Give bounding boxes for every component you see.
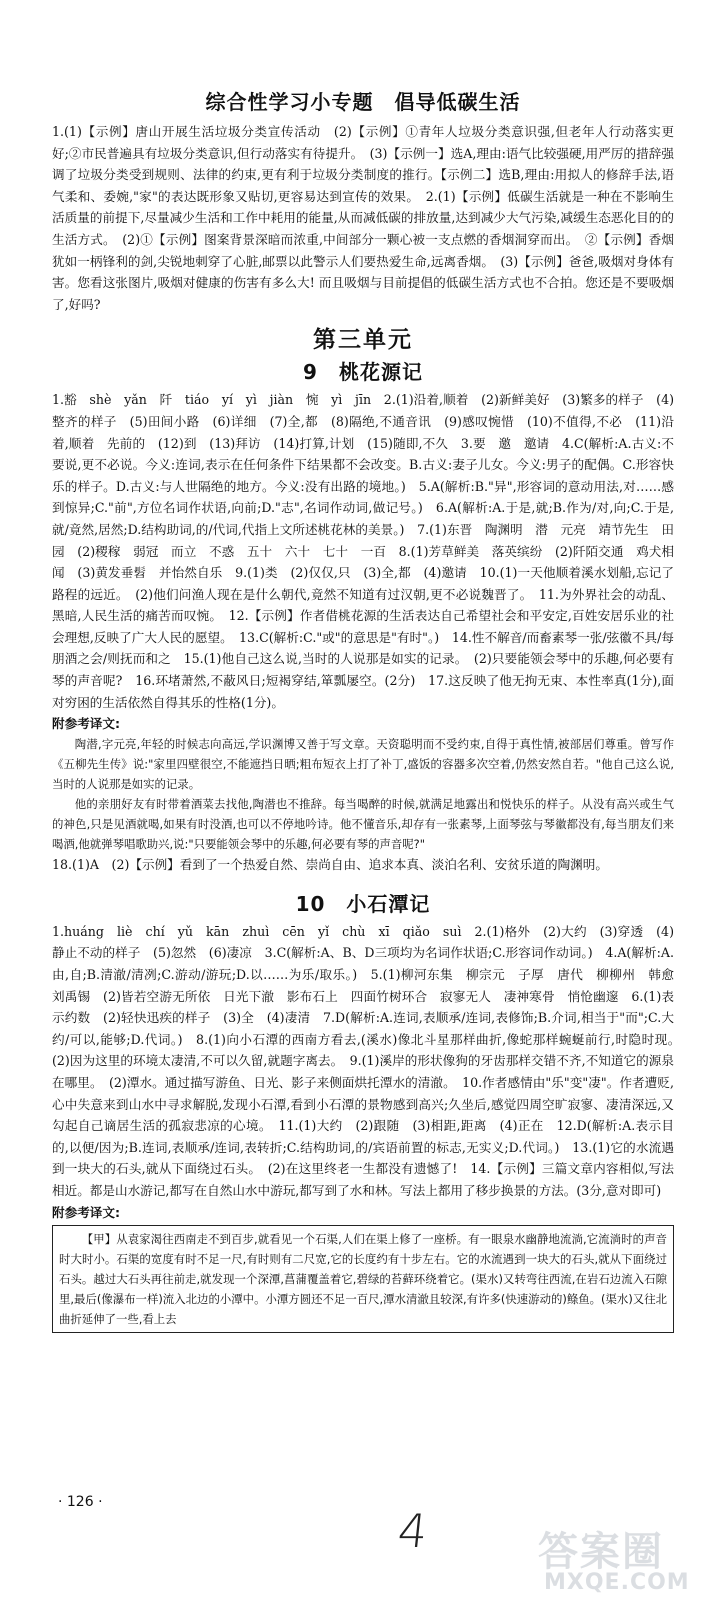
unit-title: 第三单元 bbox=[313, 327, 413, 354]
page-number: · 126 · bbox=[58, 1494, 103, 1510]
watermark-url-text: MXQE.COM bbox=[544, 1570, 690, 1595]
lesson-9-title: 9 桃花源记 bbox=[303, 360, 423, 385]
topic-answers: 1.(1)【示例】唐山开展生活垃圾分类宣传活动 (2)【示例】①青年人垃圾分类意识强,但老年人行动落实更好;②市民普遍具有垃圾分类意识,但行动落实有待提升。 (3)【示例一】选A,理由:语气比较强硬,用严厉的措辞强调了垃圾分类受到规则、法律的约束,更有利于垃圾分类制度的推行。【示例二】选B,理由:用拟人的修辞手法,语气柔和、委婉,"家"的表达既形象又贴切,更容易达到宣传的效果。 2.(1)【示例】低碳生活就是一种在不影响生活质量的前提下,尽量减少生活和工作中耗用的能量,从而减低碳的排放量,达到减少大气污染,减缓生态恶化目的的生活方式。 (2)①【示例】图案背景深暗而浓重,中间部分一颗心被一支点燃的香烟洞穿而出。 ②【示例】香烟犹如一柄锋利的剑,尖锐地刺穿了心脏,邮票以此警示人们要热爱生命,远离香烟。 (3)【示例】爸爸,吸烟对身体有害。您看这张图片,吸烟对健康的伤害有多么大! 而且吸烟与目前提倡的低碳生活方式也不合拍。您还是不要吸烟了,好吗? bbox=[52, 124, 674, 312]
watermark-logo-text: 答案圈 bbox=[538, 1529, 664, 1575]
lesson-10-title: 10 小石潭记 bbox=[295, 891, 431, 916]
lesson-10-translation-box bbox=[52, 1225, 674, 1333]
answer-page bbox=[52, 86, 687, 1333]
lesson-10-translation: 【甲】从袁家渴往西南走不到百步,就看见一个石渠,人们在渠上修了一座桥。有一眼泉水幽静地流淌,它流淌时的声音时大时小。石渠的宽度有时不足一尺,有时则有二尺宽,它的长度约有十步左右。它的水流遇到一块大的石头,就从下面绕过石头。越过大石头再往前走,就发现一个深潭,菖蒲覆盖着它,碧绿的苔藓环绕着它。(渠水)又转弯往西流,在岩石边流入石隙里,最后(像瀑布一样)流入北边的小潭中。小潭方圆还不足一百尺,潭水清澈且较深,有许多(快速游动的)鲦鱼。(渠水)又往北曲折延伸了一些,看上去 bbox=[59, 1231, 667, 1326]
lesson-9-tail: 18.(1)A (2)【示例】看到了一个热爱自然、崇尚自由、追求本真、淡泊名利、安贫乐道的陶渊明。 bbox=[52, 857, 608, 873]
lesson-10-ref-label: 附参考译文: bbox=[52, 1204, 121, 1220]
lesson-10-answers: 1.huáng liè chí yǔ kān zhuì cēn yǐ chù xī qiǎo suì 2.(1)格外 (2)大约 (3)穿透 (4)静止不动的样子 (5)忽然 (6)凄凉 3.C(解析:A、B、D三项均为名词作状语;C.形容词作动词。) 4.A(解析:A.由,自;B.清澈/清冽;C.游动/游玩;D.以……为乐/取乐。) 5.(1)柳河东集 柳宗元 子厚 唐代 柳柳州 韩愈 刘禹锡 (2)皆若空游无所依 日光下澈 影布石上 四面竹树环合 寂寥无人 凄神寒骨 悄怆幽邃 6.(1)表示约数 (2)轻快迅疾的样子 (3)全 (4)凄清 7.D(解析:A.连词,表顺承/连词,表修饰;B.介词,相当于"而";C.大约/可以,能够;D.代词。) 8.(1)向小石潭的西南方看去,(溪水)像北斗星那样曲折,像蛇那样蜿蜒前行,时隐时现。 (2)因为这里的环境太凄清,不可以久留,就题字离去。 9.(1)溪岸的形状像狗的牙齿那样交错不齐,不知道它的源泉在哪里。 (2)潭水。通过描写游鱼、日光、影子来侧面烘托潭水的清澈。 10.作者感情由"乐"变"凄"。作者遭贬,心中失意来到山水中寻求解脱,发现小石潭,看到小石潭的景物感到高兴;久坐后,感觉四周空旷寂寥、凄清深远,又勾起自己谪居生活的孤寂悲凉的心境。 11.(1)大约 (2)跟随 (3)相距,距离 (4)正在 12.D(解析:A.表示目的,以便/因为;B.连词,表顺承/连词,表转折;C.结构助词,的/宾语前置的标志,无实义;D.代词。) 13.(1)它的水流遇到一块大的石头,就从下面绕过石头。 (2)在这里终老一生都没有遗憾了! 14.【示例】三篇文章内容相似,写法相近。都是山水游记,都写在自然山水中游玩,都写到了水和林。写法上都用了移步换景的方法。(3分,意对即可) bbox=[52, 923, 687, 1198]
lesson-9-ref-label: 附参考译文: bbox=[52, 716, 121, 732]
handwritten-mark: 4 bbox=[395, 1504, 431, 1558]
lesson-9-translation-1: 陶潜,字元亮,年轻的时候志向高远,学识渊博又善于写文章。天资聪明而不受约束,自得于真性情,被部居们尊重。曾写作《五柳先生传》说:"家里四壁很空,不能遮挡日晒;粗布短衣上打了补丁,盛饭的容器多次空着,仍然安然自若。"他自己这么说,当时的人说那是如实的记录。 bbox=[52, 737, 674, 792]
topic-title: 综合性学习小专题 倡导低碳生活 bbox=[205, 90, 521, 114]
lesson-9-translation-2: 他的亲朋好友有时带着酒菜去找他,陶潜也不推辞。每当喝醉的时候,就满足地露出和悦快乐的样子。从没有高兴或生气的神色,只是见酒就喝,如果有时没酒,也可以不停地吟诗。他不懂音乐,却存有一张素琴,上面琴弦与琴徽都没有,每当朋友们来喝酒,他就弹琴唱歌助兴,说:"只要能领会琴中的乐趣,何必要有琴的声音呢?" bbox=[52, 797, 674, 852]
watermark-logo bbox=[530, 1520, 705, 1598]
lesson-9-answers: 1.豁 shè yǎn 阡 tiáo yí yì jiàn 惋 yì jīn 2.(1)沿着,顺着 (2)新鲜美好 (3)繁多的样子 (4)整齐的样子 (5)田间小路 (6)详细 (7)全,都 (8)隔绝,不通音讯 (9)感叹惋惜 (10)不值得,不必 (11)沿着,顺着 先前的 (12)到 (13)拜访 (14)打算,计划 (15)随即,不久 3.要 邀 邀请 4.C(解析:A.古义:不要说,更不必说。今义:连词,表示在任何条件下结果都不会改变。B.古义:妻子儿女。今义:男子的配偶。C.形容快乐的样子。D.古义:与人世隔绝的地方。今义:没有出路的境地。) 5.A(解析:B."异",形容词的意动用法,对……感到惊异;C."前",方位名词作状语,向前;D."志",名词作动词,做记号。) 6.A(解析:A.于是,就;B.作为/对,向;C.于是,就/竟然,居然;D.结构助词,的/代词,代指上文所述桃花林的美景。) 7.(1)东晋 陶渊明 潜 元亮 靖节先生 田园 (2)稷稼 弱冠 而立 不惑 五十 六十 七十 一百 8.(1)芳草鲜美 落英缤纷 (2)阡陌交通 鸡犬相闻 (3)黄发垂髫 并怡然自乐 9.(1)类 (2)仅仅,只 (3)全,都 (4)邀请 10.(1)一天他顺着溪水划船,忘记了路程的远近。 (2)他们问渔人现在是什么朝代,竟然不知道有过汉朝,更不必说魏晋了。 11.为外界社会的动乱、黑暗,人民生活的痛苦而叹惋。 12.【示例】作者借桃花源的生活表达自己希望社会和平安定,百姓安居乐业的社会理想,反映了广大人民的愿望。 13.C(解析:C."或"的意思是"有时"。) 14.性不解音/而畜素琴一张/弦徽不具/每朋酒之会/则抚而和之 15.(1)他自己这么说,当时的人说那是如实的记录。 (2)只要能领会琴中的乐趣,何必要有琴的声音呢? 16.环堵萧然,不蔽风日;短褐穿结,箪瓢屡空。(2分) 17.这反映了他无拘无束、本性率真(1分),面对穷困的生活依然自得其乐的性格(1分)。 bbox=[52, 392, 674, 710]
